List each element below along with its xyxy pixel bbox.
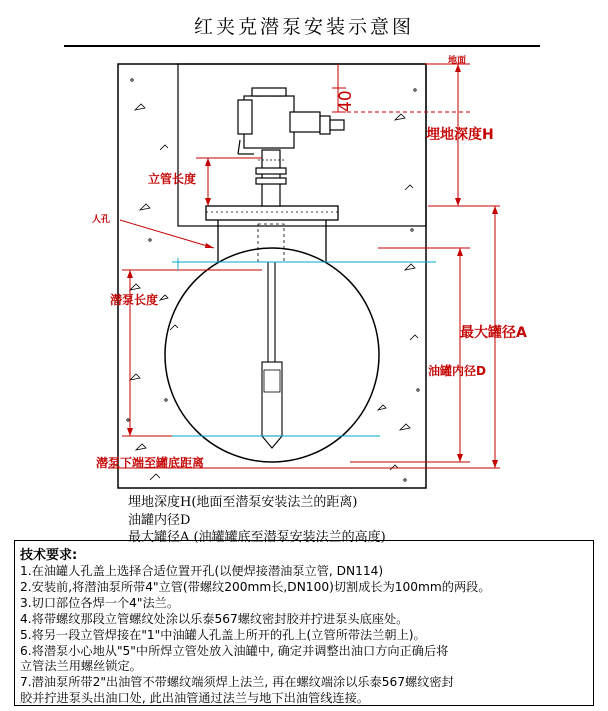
note-line-7b: 胶并拧进泵头出油口处, 此出油管通过法兰与地下出油管线连接。 bbox=[20, 691, 369, 705]
note-line-6: 6.将潜泵小心地从"5"中所焊立管处放入油罐中, 确定并调整出油口方向正确后将 bbox=[20, 644, 449, 658]
note-line-4: 4.将带螺纹那段立管螺纹处涂以乐泰567螺纹密封胶并拧进泵头底座处。 bbox=[20, 612, 409, 626]
legend-line-1: 埋地深度H(地面至潜泵安装法兰的距离) bbox=[128, 495, 358, 510]
label-max-tank-dia: 最大罐径A bbox=[460, 325, 527, 341]
manhole-neck bbox=[206, 206, 338, 262]
legend-line-3: 最大罐径A (油罐罐底至潜泵安装法兰的高度) bbox=[128, 530, 386, 545]
note-line-1: 1.在油罐人孔盖上选择合适位置开孔(以便焊接潜油泵立管, DN114) bbox=[20, 564, 384, 578]
note-line-5: 5.将另一段立管焊接在"1"中油罐人孔盖上所开的孔上(立管所带法兰朝上)。 bbox=[20, 628, 426, 642]
label-riser-length: 立管长度 bbox=[148, 172, 197, 186]
note-line-3: 3.切口部位各焊一个4"法兰。 bbox=[20, 596, 180, 610]
label-burial-depth: 埋地深度H bbox=[426, 127, 494, 143]
pump-shaft bbox=[262, 262, 282, 448]
pump-head bbox=[238, 88, 344, 154]
inner-chamber bbox=[178, 64, 426, 226]
label-pump-length: 潜泵长度 bbox=[110, 293, 159, 307]
cyan-lines bbox=[172, 258, 436, 436]
diagram-title: 红夹克潜泵安装示意图 bbox=[193, 16, 414, 38]
note-line-7: 7.潜油泵所带2"出油管不带螺纹端须焊上法兰, 再在螺纹端涂以乐泰567螺纹密封 bbox=[20, 675, 454, 689]
label-ground: 地面 bbox=[448, 56, 467, 66]
note-line-6b: 立管法兰用螺丝锁定。 bbox=[20, 659, 142, 673]
label-dim-40: 40 bbox=[336, 90, 356, 112]
note-line-2: 2.安装前,将潜油泵所带4"立管(带螺纹200mm长,DN100)切割成长为100mm的两段。 bbox=[20, 580, 491, 594]
label-manhole: 人孔 bbox=[92, 215, 111, 225]
notes-heading: 技术要求: bbox=[20, 548, 78, 563]
legend-line-2: 油罐内径D bbox=[128, 513, 191, 528]
label-pump-bottom-dist: 潜泵下端至罐底距离 bbox=[96, 456, 205, 470]
label-tank-inner-dia: 油罐内径D bbox=[428, 364, 486, 378]
